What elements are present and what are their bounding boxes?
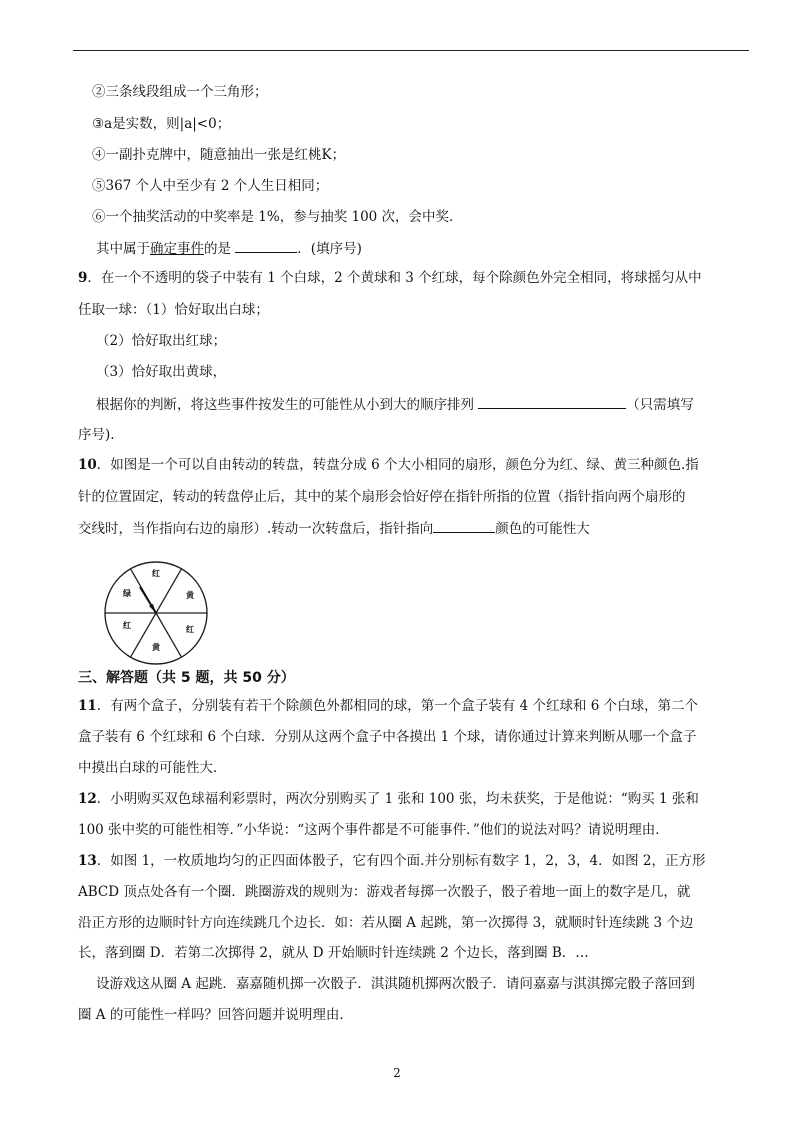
section-3-heading: 三、解答题（共 5 题，共 50 分）: [78, 670, 295, 686]
q9-answer-blank[interactable]: [478, 394, 626, 409]
q13-line-5: 设游戏这从圈 A 起跳．嘉嘉随机掷一次骰子．淇淇随机掷两次骰子．请问嘉嘉与淇淇掷完骰子落回到: [96, 976, 695, 992]
q8-prompt-c: ．(填序号): [297, 241, 362, 257]
q8-answer-blank[interactable]: [235, 238, 297, 253]
spinner-figure: [94, 560, 218, 666]
q10-number: 10: [78, 457, 97, 473]
q8-option-2: ②三条线段组成一个三角形；: [92, 84, 268, 100]
q8-prompt-b: 的是: [204, 241, 231, 257]
q12-text-1: ．小明购买双色球福利彩票时，两次分别购买了 1 张和 100 张，均未获奖，于是他说：“购买 1 张和: [96, 791, 699, 807]
q9-text-1: ．在一个不透明的袋子中装有 1 个白球，2 个黄球和 3 个红球，每个除颜色外完全相同，将球摇匀从中: [87, 270, 702, 286]
q9-line-4: （3）恰好取出黄球，: [96, 364, 227, 380]
q12-line-2: 100 张中奖的可能性相等．”小华说：“这两个事件都是不可能事件．”他们的说法对吗？请说明理由．: [78, 822, 669, 838]
q11-line-1: [78, 696, 698, 716]
page-number: 2: [393, 1066, 401, 1080]
q12-line-1: [78, 789, 699, 809]
q8-option-3: ③a是实数，则|a|<0；: [92, 116, 231, 132]
q10-answer-blank[interactable]: [433, 518, 495, 533]
q10-text-3a: 交线时，当作指向右边的扇形）.转动一次转盘后，指针指向: [78, 521, 434, 537]
spinner-label-top: 红: [152, 569, 160, 578]
q11-line-2: 盒子装有 6 个红球和 6 个白球．分别从这两个盒子中各摸出 1 个球，请你通过计算来判断从哪一个盒子: [78, 729, 697, 745]
q9-line-5: [96, 394, 694, 415]
q8-option-6: ⑥一个抽奖活动的中奖率是 1%，参与抽奖 100 次，会中奖．: [92, 209, 463, 225]
q13-text-1: ．如图 1，一枚质地均匀的正四面体骰子，它有四个面.并分别标有数字 1，2，3，4．如图 2，正方形: [96, 853, 706, 869]
q13-line-3: 沿正方形的边顺时针方向连续跳几个边长．如：若从圈 A 起跳，第一次掷得 3，就顺时针连续跳 3 个边: [78, 915, 694, 931]
q9-line-6: 序号).: [78, 427, 115, 443]
q8-prompt: [96, 238, 362, 259]
q12-number: 12: [78, 791, 97, 807]
q8-prompt-a: 其中属于: [96, 241, 150, 257]
q9-line-1: [78, 268, 702, 288]
q13-line-2: ABCD 顶点处各有一个圈．跳圈游戏的规则为：游戏者每掷一次骰子，骰子着地一面上的数字是几，就: [78, 884, 691, 900]
q9-line-3: （2）恰好取出红球；: [96, 333, 227, 349]
q9-number: 9: [78, 270, 88, 286]
spinner-label-bottom: 黄: [152, 643, 160, 652]
q13-number: 13: [78, 853, 97, 869]
q10-line-3: [78, 518, 590, 539]
header-rule: [73, 50, 749, 51]
q13-line-6: 圈 A 的可能性一样吗？回答问题并说明理由．: [78, 1007, 353, 1023]
q10-line-2: 针的位置固定，转动的转盘停止后，其中的某个扇形会恰好停在指针所指的位置（指针指向两个扇形的: [78, 489, 686, 505]
spinner-label-upper-right: 黄: [186, 591, 194, 600]
q9-line-2: 任取一球：（1）恰好取出白球；: [78, 302, 269, 318]
q9-text-5: 根据你的判断，将这些事件按发生的可能性从小到大的顺序排列: [96, 397, 474, 413]
q10-text-3b: 颜色的可能性大: [495, 521, 590, 537]
q10-text-1: ．如图是一个可以自由转动的转盘，转盘分成 6 个大小相同的扇形，颜色分为红、绿、黄三种颜色.指: [96, 457, 699, 473]
q8-prompt-underlined: 确定事件: [150, 241, 204, 257]
q8-option-4: ④一副扑克牌中，随意抽出一张是红桃K；: [92, 147, 346, 163]
q11-number: 11: [78, 698, 97, 714]
q13-line-1: [78, 851, 706, 871]
q11-text-1: ．有两个盒子，分别装有若干个除颜色外都相同的球，第一个盒子装有 4 个红球和 6 个白球，第二个: [96, 698, 699, 714]
q8-option-5: ⑤367 个人中至少有 2 个人生日相同；: [92, 178, 329, 194]
q9-text-5-tail: （只需填写: [626, 397, 694, 413]
spinner-label-upper-left: 绿: [123, 589, 131, 598]
spinner-label-lower-right: 红: [186, 625, 194, 634]
q13-line-4: 长，落到圈 D．若第二次掷得 2，就从 D 开始顺时针连续跳 2 个边长，落到圈 B．…: [78, 945, 589, 961]
q11-line-3: 中摸出白球的可能性大．: [78, 760, 227, 776]
q10-line-1: [78, 455, 699, 475]
spinner-label-lower-left: 红: [123, 621, 131, 630]
